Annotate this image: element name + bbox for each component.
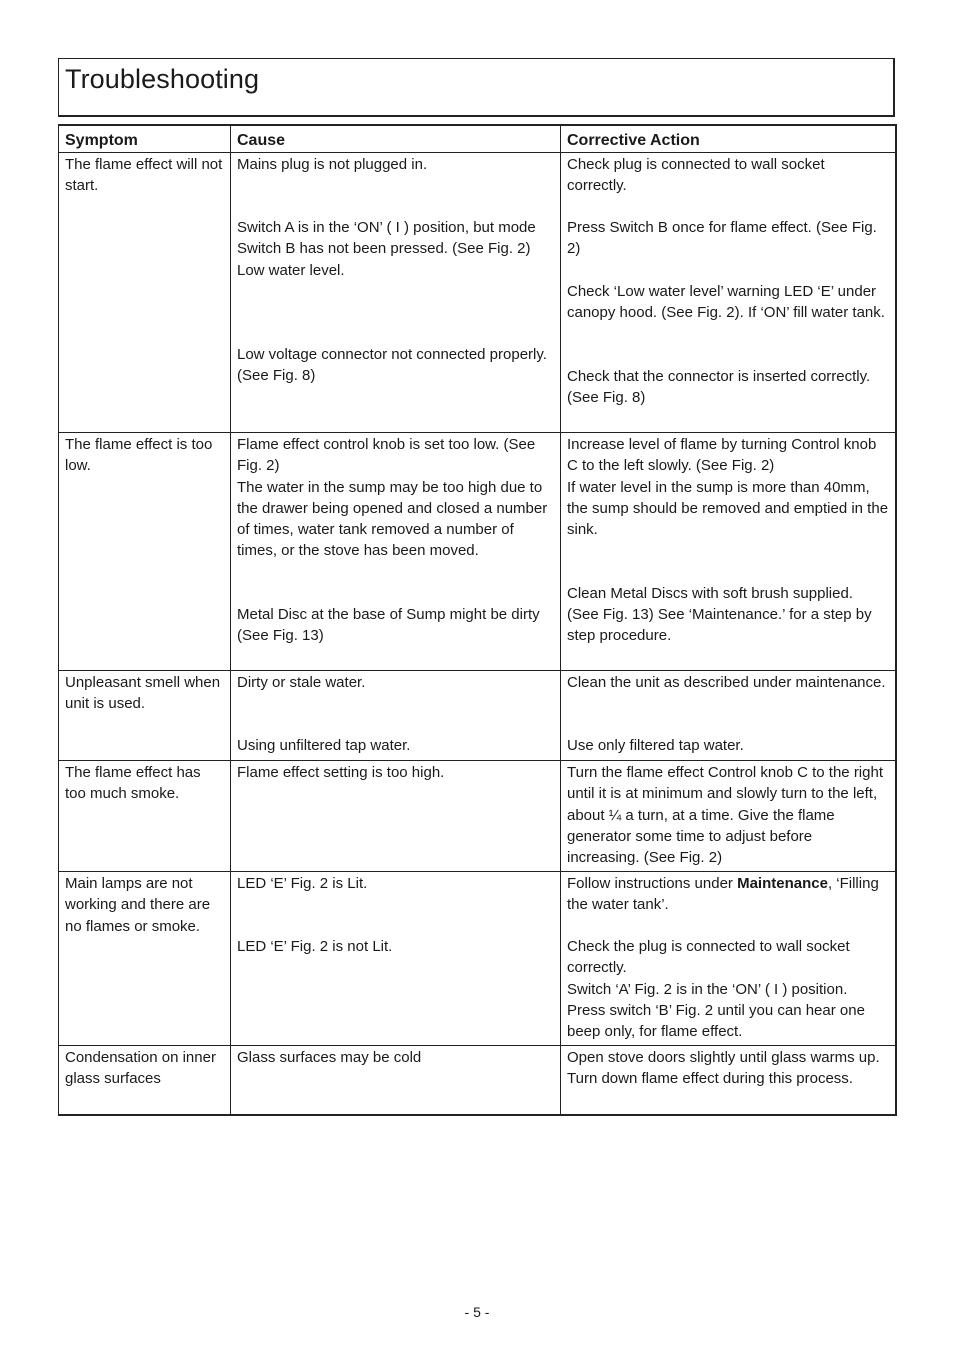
table-row <box>59 761 896 872</box>
action-text: Press switch ‘B’ Fig. 2 until you can hear one beep only, for flame effect. <box>567 1001 865 1041</box>
action-text: Use only filtered tap water. <box>567 737 744 755</box>
action-cell <box>561 433 896 671</box>
symptom-cell: Main lamps are not working and there are no flames or smoke. <box>59 872 231 1046</box>
action-cell <box>561 671 896 761</box>
symptom-cell: The flame effect has too much smoke. <box>59 761 231 872</box>
action-text-part: Follow instructions under <box>567 875 738 893</box>
header-cause: Cause <box>231 125 561 153</box>
cause-cell <box>231 433 561 671</box>
action-text: Check that the connector is inserted correctly. (See Fig. 8) <box>567 368 871 407</box>
action-text: Open stove doors slightly until glass warms up. <box>567 1049 880 1067</box>
action-text <box>567 873 889 936</box>
cause-text: Dirty or stale water. <box>237 674 366 692</box>
action-cell <box>561 872 896 1046</box>
action-cell <box>561 1046 896 1115</box>
action-text: Press Switch B once for flame effect. (See Fig. 2) <box>567 219 877 258</box>
action-text-part: , ‘Filling the water tank’. <box>567 875 879 914</box>
table-row <box>59 1046 896 1115</box>
action-text: Check ‘Low water level’ warning LED ‘E’ under canopy hood. (See Fig. 2). If ‘ON’ fill water tank. <box>567 283 885 322</box>
action-text: Increase level of flame by turning Control knob C to the left slowly. (See Fig. 2) <box>567 436 877 475</box>
action-text: Turn down flame effect during this process. <box>567 1070 853 1088</box>
action-cell <box>561 153 896 433</box>
cause-cell: Glass surfaces may be cold <box>231 1046 561 1115</box>
action-text: Clean Metal Discs with soft brush supplied. (See Fig. 13) See ‘Maintenance.’ for a step by step procedure. <box>567 584 872 645</box>
page-number: - 5 - <box>464 1304 490 1320</box>
table-header-row <box>59 125 896 153</box>
symptom-cell: Unpleasant smell when unit is used. <box>59 671 231 761</box>
table-row <box>59 153 896 433</box>
symptom-cell: Condensation on inner glass surfaces <box>59 1046 231 1115</box>
action-text: Clean the unit as described under maintenance. <box>567 674 886 692</box>
action-text: Switch ‘A’ Fig. 2 is in the ‘ON’ ( I ) position. <box>567 980 848 998</box>
cause-cell <box>231 153 561 433</box>
symptom-cell: The flame effect will not start. <box>59 153 231 433</box>
table-row <box>59 433 896 671</box>
action-cell: Turn the flame effect Control knob C to the right until it is at minimum and slowly turn to the left, about ¼ a turn, at a time. Give the flame generator some time to adjust before increasing. (See Fig. 2) <box>561 761 896 872</box>
cause-text: Using unfiltered tap water. <box>237 737 411 755</box>
header-symptom: Symptom <box>59 125 231 153</box>
cause-text: Low water level. <box>237 261 345 279</box>
symptom-cell: The flame effect is too low. <box>59 433 231 671</box>
cause-cell <box>231 872 561 1046</box>
action-text: If water level in the sump is more than 40mm, the sump should be removed and emptied in the sink. <box>567 478 889 539</box>
title-box <box>58 58 895 117</box>
cause-text: Mains plug is not plugged in. <box>237 156 428 174</box>
page-title: Troubleshooting <box>65 64 260 94</box>
cause-text: Flame effect control knob is set too low. (See Fig. 2) <box>237 436 536 475</box>
cause-text: Low voltage connector not connected properly. (See Fig. 8) <box>237 345 547 384</box>
maintenance-emphasis: Maintenance <box>737 875 828 893</box>
header-corrective-action: Corrective Action <box>561 125 896 153</box>
cause-cell: Flame effect setting is too high. <box>231 761 561 872</box>
cause-text: The water in the sump may be too high due to the drawer being opened and closed a number of times, water tank removed a number of times, or the stove has been moved. <box>237 478 548 560</box>
table-row <box>59 671 896 761</box>
cause-text: LED ‘E’ Fig. 2 is not Lit. <box>237 938 393 956</box>
troubleshooting-table <box>58 124 897 1116</box>
cause-text: Metal Disc at the base of Sump might be dirty (See Fig. 13) <box>237 605 540 644</box>
action-text: Check plug is connected to wall socket correctly. <box>567 156 825 195</box>
table-row <box>59 872 896 1046</box>
cause-cell <box>231 671 561 761</box>
action-text: Check the plug is connected to wall socket correctly. <box>567 938 850 977</box>
cause-text: Switch A is in the ‘ON’ ( I ) position, but mode Switch B has not been pressed. (See Fig. 2) <box>237 219 536 258</box>
cause-text: LED ‘E’ Fig. 2 is Lit. <box>237 875 368 893</box>
